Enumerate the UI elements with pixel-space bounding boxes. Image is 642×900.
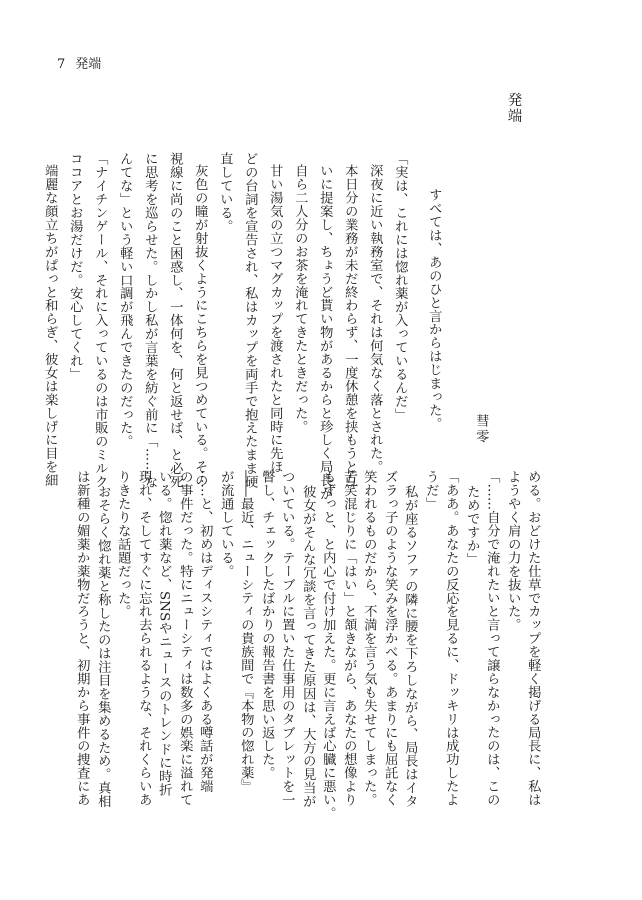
lower-line: 私が座るソファの隣に腰を下ろしながら、局長はイタ <box>402 485 418 808</box>
upper-line: 本日分の業務が未だ終わらず、一度休憩を挟もうと互 <box>342 164 358 487</box>
upper-line: に思考を巡らせた。しかし私が言葉を紡ぐ前に「……な <box>142 152 158 489</box>
page-number: 7 <box>57 57 66 72</box>
lower-line: 苦笑混じりに「はい」と頷きながら、あなたの想像より <box>341 470 357 807</box>
upper-line: 自ら二人分のお茶を淹れてきたときだった。 <box>292 164 308 433</box>
lower-line: の事件だった。特にニューシティは数多の娯楽に溢れて <box>177 470 193 807</box>
lower-line: 笑われるものだから、不満を言う気も失せてしまった。 <box>361 470 377 807</box>
author-name: 彗零 <box>473 414 489 445</box>
upper-line: 深夜に近い執務室で、それは何気なく落とされた。 <box>367 164 383 474</box>
lower-line: いる。惚れ薬など、SNSやニュースのトレンドに時折 <box>156 470 172 797</box>
lower-line: ――最近、ニューシティの貴族間で『本物の惚れ薬』 <box>238 470 254 793</box>
lower-line: が流通している。 <box>218 470 234 578</box>
upper-line: 視線に尚のこと困惑し、一体何を、何と返せば、と必死 <box>167 152 183 489</box>
upper-line: どの台詞を宣告され、私はカップを両手で抱えたまま硬 <box>242 152 258 489</box>
upper-line: んてな」という軽い口調が飛んできたのだった。 <box>117 152 133 448</box>
lower-line: 瞥し、チェックしたばかりの報告書を思い返した。 <box>259 470 275 780</box>
upper-line: いに提案し、ちょうど貰い物があるからと珍しく局長が <box>317 164 333 501</box>
upper-line: ココアとお湯だけだ。安心してくれ」 <box>67 152 83 381</box>
lower-line: うだ」 <box>423 470 439 511</box>
lower-line: おそらく惚れ薬と称したのは注目を集めるため。真相 <box>95 485 111 808</box>
lower-line: ズラっ子のような笑みを浮かべる。あまりにも屈託なく <box>382 470 398 807</box>
upper-line: すべては、あのひと言からはじまった。 <box>426 188 442 431</box>
lower-line: ようやく肩の力を抜いた。 <box>505 470 521 632</box>
upper-line: 甘い湯気の立つマグカップを渡されたと同時に先ほ <box>267 164 283 474</box>
lower-line: 「ああ。あなたの反応を見るに、ドッキリは成功したよ <box>443 470 459 807</box>
lower-line: 現れ、そしてすぐに忘れ去られるような、それくらいあ <box>136 470 152 807</box>
lower-line: ……と、初めはディスシティではよくある噂話が発端 <box>197 470 213 793</box>
lower-line: りきたりな話題だった。 <box>115 470 131 618</box>
chapter-title: 発端 <box>505 92 522 124</box>
lower-line: は新種の媚薬か薬物だろうと、初期から事件の捜査にあ <box>74 470 90 807</box>
lower-line: もずっと、と内心で付け加えた。更に言えば心臓に悪い。 <box>320 470 336 820</box>
upper-line: 端麗な顔立ちがぱっと和らぎ、彼女は楽しげに目を細 <box>42 164 58 487</box>
lower-line: める。おどけた仕草でカップを軽く掲げる局長に、私は <box>525 470 541 807</box>
lower-line: ためですか」 <box>464 485 480 566</box>
upper-line: 直している。 <box>217 152 233 233</box>
lower-line: 「……自分で淹れたいと言って譲らなかったのは、この <box>484 470 500 807</box>
lower-line: ついている。テーブルに置いた仕事用のタブレットを一 <box>279 470 295 807</box>
running-title: 発端 <box>75 57 102 72</box>
lower-line: 彼女がそんな冗談を言ってきた原因は、大方の見当が <box>300 485 316 808</box>
running-header <box>57 58 101 71</box>
upper-line: 灰色の瞳が射抜くようにこちらを見つめている。その <box>192 164 208 487</box>
upper-line: 「実は、これには惚れ薬が入っているんだ」 <box>392 152 408 421</box>
upper-line: 「ナイチンゲール、それに入っているのは市販のミルク <box>92 152 108 489</box>
